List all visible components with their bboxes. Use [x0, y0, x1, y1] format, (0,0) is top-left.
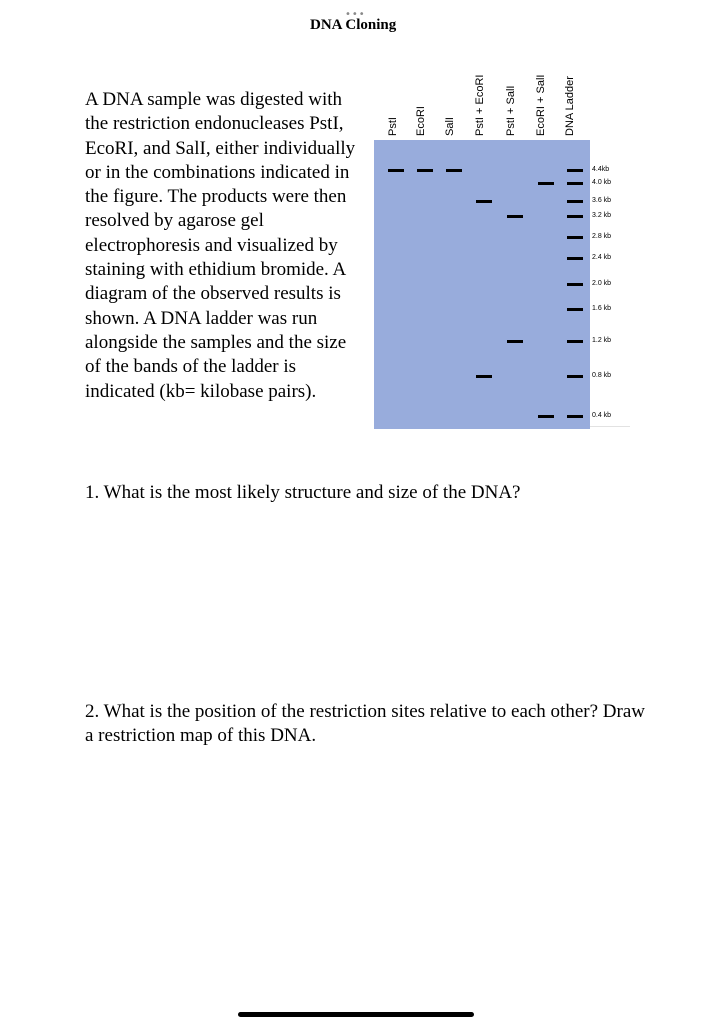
gel-baseline: [590, 426, 630, 427]
agarose-gel: [374, 140, 590, 429]
gel-band: [538, 182, 554, 185]
more-dots-icon: •••: [345, 9, 366, 20]
question-1: 1. What is the most likely structure and size of the DNA?: [85, 482, 521, 503]
ladder-band: [567, 375, 583, 378]
ladder-size-label: 2.4 kb: [592, 254, 612, 261]
ladder-band: [567, 200, 583, 203]
lane-label-dna-ladder: DNA Ladder: [564, 76, 576, 136]
ladder-band: [567, 215, 583, 218]
lane-label-ecori-sali: EcoRI + SalI: [535, 74, 547, 136]
ladder-band: [567, 169, 583, 172]
ladder-size-label: 2.8 kb: [592, 233, 612, 240]
ladder-size-label: 0.4 kb: [592, 412, 612, 419]
ladder-size-label: 2.0 kb: [592, 280, 612, 287]
page-title: DNA Cloning: [310, 17, 397, 33]
ladder-band: [567, 340, 583, 343]
lane-label-psti-ecori: PstI + EcoRI: [474, 74, 486, 136]
ladder-size-label: 4.0 kb: [592, 179, 612, 186]
ladder-band: [567, 257, 583, 260]
lane-label-psti: PstI: [387, 117, 399, 136]
lane-label-sali: SalI: [444, 117, 456, 136]
gel-band: [446, 169, 462, 172]
lane-label-ecori: EcoRI: [415, 106, 427, 136]
intro-paragraph: A DNA sample was digested with the restriction endonucleases PstI, EcoRI, and SalI, either individually or in the combinations indicated in the figure. The products were then resolved by agarose gel electrophoresis and visualized by staining with ethidium bromide. A diagram of the observed results is shown. A DNA ladder was run alongside the samples and the size of the bands of the ladder is indicated (kb= kilobase pairs).: [85, 89, 356, 402]
gel-band: [417, 169, 433, 172]
gel-figure: [370, 60, 640, 440]
gel-band: [538, 415, 554, 418]
gel-band: [507, 215, 523, 218]
ladder-size-label: 4.4kb: [592, 166, 610, 173]
gel-band: [388, 169, 404, 172]
gel-band: [476, 200, 492, 203]
home-indicator[interactable]: [238, 1012, 474, 1017]
ladder-size-label: 3.2 kb: [592, 212, 612, 219]
ladder-band: [567, 415, 583, 418]
ladder-size-label: 1.6 kb: [592, 305, 612, 312]
ladder-band: [567, 182, 583, 185]
ladder-band: [567, 236, 583, 239]
ladder-band: [567, 308, 583, 311]
question-2: 2. What is the position of the restriction sites relative to each other? Draw a restriction map of this DNA.: [85, 701, 645, 746]
ladder-band: [567, 283, 583, 286]
gel-band: [476, 375, 492, 378]
lane-label-psti-sali: PstI + SalI: [505, 85, 517, 136]
ladder-size-label: 1.2 kb: [592, 337, 612, 344]
ladder-size-label: 0.8 kb: [592, 372, 612, 379]
ladder-size-label: 3.6 kb: [592, 197, 612, 204]
gel-band: [507, 340, 523, 343]
